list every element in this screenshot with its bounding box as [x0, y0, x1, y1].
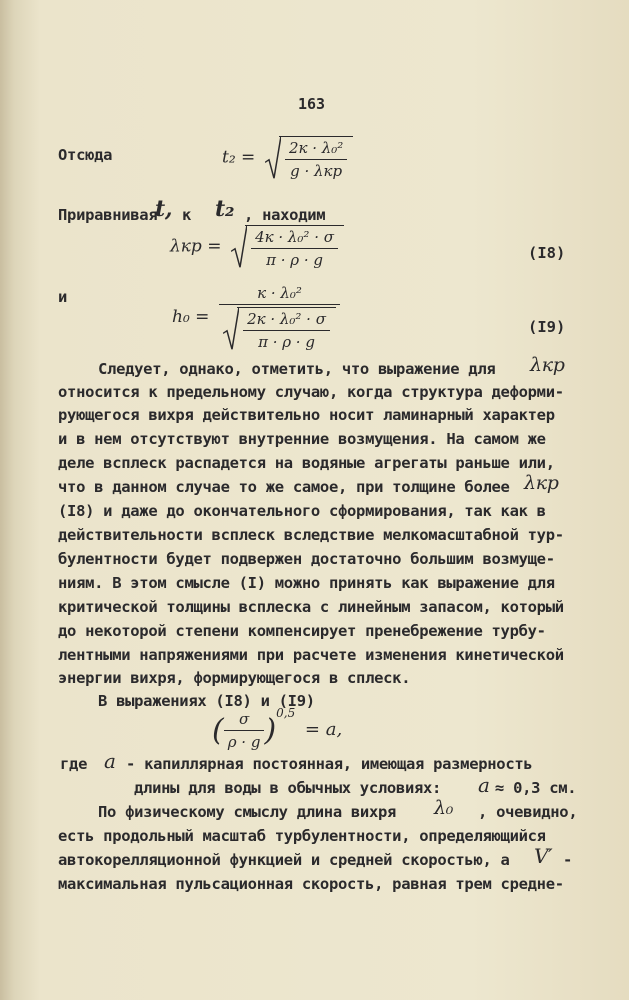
formula-lambda-num: 4к · λ₀² · σ: [251, 228, 338, 249]
formula-h0: [172, 284, 340, 351]
paragraph-1-line-6: что в данном случае то же самое, при толщине более: [58, 478, 510, 496]
paragraph-4-line-4: максимальная пульсационная скорость, равная трем средне-: [58, 875, 564, 893]
text-gde: где: [60, 755, 88, 773]
formula-capillary-exp: 0,5: [276, 706, 296, 720]
formula-capillary-num: σ: [224, 710, 265, 731]
text-k: к: [182, 206, 192, 224]
formula-capillary-rhs: = a,: [304, 719, 343, 740]
paragraph-1-line-2: относится к предельному случаю, когда структура деформи-: [58, 383, 564, 401]
formula-h0-sqrt: [223, 307, 336, 351]
formula-lambda-kr: [170, 225, 344, 269]
paragraph-4-line-1: По физическому смыслу длина вихря: [98, 803, 397, 821]
paragraph-1-line-3: рующегося вихря действительно носит ламинарный характер: [58, 406, 555, 424]
formula-capillary-den: ρ · g: [227, 733, 261, 751]
paragraph-3-line-1: - капиллярная постоянная, имеющая размерность: [126, 755, 533, 773]
paragraph-4-line-3: автокорелляционной функцией и средней скоростью, а: [58, 851, 510, 869]
formula-lambda-sqrt: [231, 225, 344, 269]
text-nakhodim: , находим: [244, 206, 326, 224]
paragraph-3-line-2: длины для воды в обычных условиях:: [134, 779, 442, 797]
paragraph-1-line-4: и в нем отсутствуют внутренние возмущения. На самом же: [58, 430, 546, 448]
symbol-lambda-kr: λкр: [530, 354, 565, 376]
formula-h0-inner-den: π · ρ · g: [258, 333, 315, 351]
page-number: 163: [298, 95, 326, 113]
paragraph-4-line-3-end: -: [563, 851, 573, 869]
paragraph-1-line-1: Следует, однако, отметить, что выражение для: [98, 360, 496, 378]
equation-number-18: (I8): [528, 244, 566, 262]
paragraph-3-line-2-value: ≈ 0,3 см.: [495, 779, 577, 797]
formula-h0-lhs: h₀ =: [172, 307, 210, 327]
formula-lambda-lhs: λкр =: [170, 236, 222, 257]
formula-t2-num: 2к · λ₀²: [285, 139, 347, 160]
formula-capillary: ( $\frac{\sigma}{\rho \cdot g}$ )$^{0,5}$ = a,: [212, 706, 343, 751]
text-priravnivaya: Приравнивая: [58, 206, 158, 224]
formula-t2-lhs: t₂ =: [222, 147, 256, 168]
formula-h0-inner-num: 2к · λ₀² · σ: [243, 310, 330, 331]
text-otsyuda: Отсюда: [58, 146, 113, 164]
paragraph-4-line-2: есть продольный масштаб турбулентности, определяющийся: [58, 827, 546, 845]
formula-t2-sqrt: [265, 136, 353, 180]
paragraph-1-line-5: деле всплеск распадется на водяные агрегаты раньше или,: [58, 454, 555, 472]
paragraph-1-line-13: лентными напряжениями при расчете изменения кинетической: [58, 646, 564, 664]
paragraph-2-line-1: В выражениях (I8) и (I9): [98, 692, 315, 710]
paragraph-1-line-11: критической толщины всплеска с линейным запасом, который: [58, 598, 564, 616]
formula-lambda-den: π · ρ · g: [266, 251, 323, 269]
paragraph-1-line-8: действительности всплеск вследствие мелкомасштабной тур-: [58, 526, 564, 544]
formula-t2: [222, 136, 353, 180]
symbol-v-prime: V′: [534, 844, 553, 868]
paragraph-1-line-14: энергии вихря, формирующегося в сплеск.: [58, 669, 411, 687]
paragraph-1-line-12: до некоторой степени компенсирует пренебрежение турбу-: [58, 622, 546, 640]
symbol-lambda0: λ₀: [434, 797, 454, 819]
symbol-a-2: a: [478, 773, 490, 797]
paragraph-1-line-9: булентности будет подвержен достаточно большим возмуще-: [58, 550, 555, 568]
formula-h0-num: к · λ₀²: [219, 284, 340, 305]
equation-number-19: (I9): [528, 318, 566, 336]
paragraph-1-line-7: (I8) и даже до окончательного сформирования, так как в: [58, 502, 546, 520]
paragraph-1-line-10: ниям. В этом смысле (I) можно принять как выражение для: [58, 574, 555, 592]
text-i: и: [58, 288, 68, 306]
symbol-lambda-kr-2: λкр: [524, 472, 559, 494]
paragraph-4-line-1-end: , очевидно,: [478, 803, 578, 821]
symbol-t2: t₂: [215, 196, 235, 222]
formula-t2-den: g · λкр: [290, 162, 343, 180]
symbol-t1: t,: [155, 196, 173, 222]
symbol-a: a: [104, 749, 116, 773]
